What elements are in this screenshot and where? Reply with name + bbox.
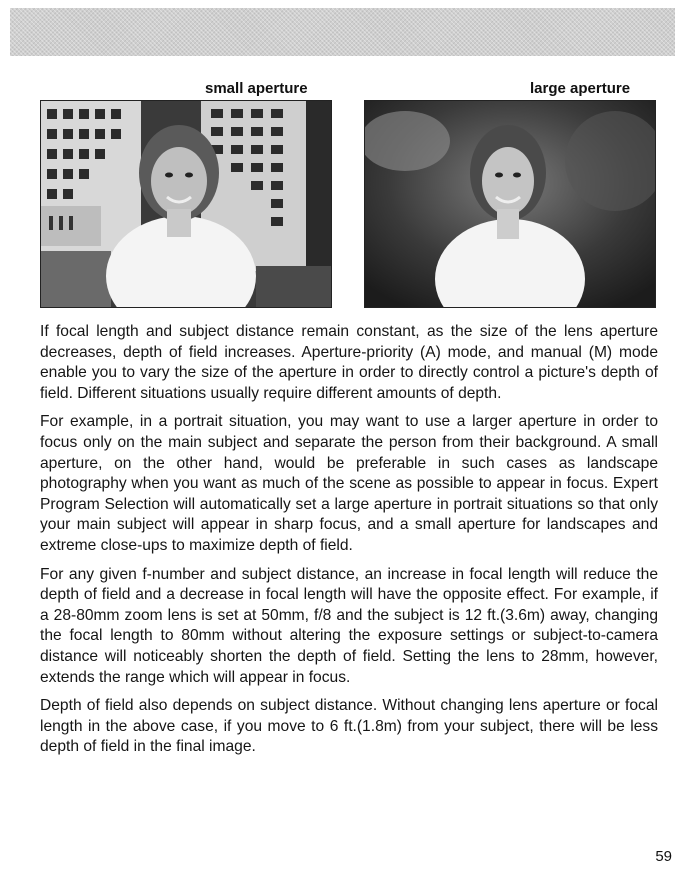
photo-large-aperture — [364, 100, 656, 308]
paragraph-3: For any given f-number and subject distance, an increase in focal length will reduce the depth of field and a decrease in focal length will have the opposite effect. For example, if a 28-80mm zoom lens is set at 50mm, f/8 and the subject is 12 ft.(3.6m) away, changing the focal length to 80mm without altering the exposure settings or subject-to-camera distance will noticeably shorten the depth of field. Setting the lens to 28mm, however, extends the range which will appear in focus. — [40, 565, 658, 686]
header-band — [10, 8, 675, 56]
paragraph-4: Depth of field also depends on subject distance. Without changing lens aperture or focal length in the above case, if you move to 6 ft.(1.8m) from your subject, there will be less depth of field in the final image. — [40, 697, 658, 756]
caption-large-aperture: large aperture — [530, 80, 631, 97]
paragraph-1: If focal length and subject distance remain constant, as the size of the lens aperture decreases, depth of field increases. Aperture-priority (A) mode, and manual (M) mode enable you to vary the size of the aperture in order to directly control a picture's depth of field. Different situations usually require different amounts of depth. — [40, 323, 658, 402]
photo-small-aperture — [40, 100, 332, 308]
paragraph-2: For example, in a portrait situation, you may want to use a larger aperture in order to focus only on the main subject and separate the person from their background. A small aperture, on the other hand, would be preferable in such cases as landscape photography when you want as much of the scene as possible to appear in focus. Expert Program Selection will automatically set a large aperture in portrait situations so that only your main subject will appear in sharp focus, and a small aperture for landscapes and extreme close-ups to maximize depth of field. — [40, 413, 658, 554]
page-number: 59 — [655, 848, 672, 865]
body-text — [40, 322, 658, 766]
caption-small-aperture: small aperture — [205, 80, 308, 97]
